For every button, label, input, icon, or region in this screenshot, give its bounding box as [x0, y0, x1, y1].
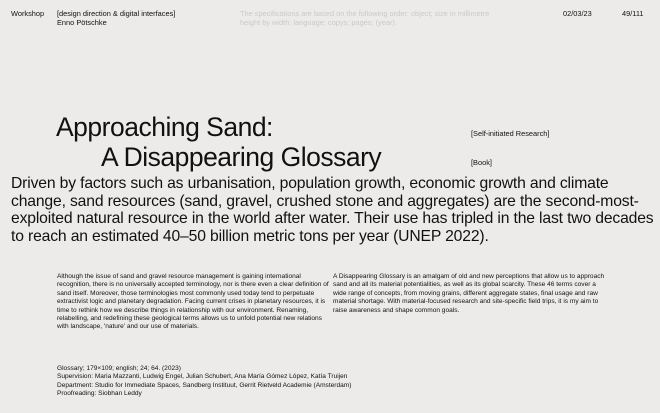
- format-tag: [Book]: [471, 158, 492, 167]
- header-date: 02/03/23: [563, 9, 592, 18]
- header-course-title: [design direction & digital interfaces]: [57, 9, 176, 18]
- colophon-supervision: Supervision: Maria Mazzanti, Ludwig Engel, Julian Schubert, Ana María Gómez López, Katía Truijen: [57, 373, 348, 381]
- body-column-left: Although the issue of sand and gravel resource management is gaining international recognition, there is no universally accepted terminology, nor is there even a clear definition of sand itself. Moreover, those terminologies most commonly used today tend to perpetuate extractivist logic and planetary degradation. Facing current crises in planetary resources, it is time to rethink how we describe things in relationship with our environment. Renaming, relabelling, and redefining these geological terms allows us to unfold potential new relations with landscape, 'nature' and our use of materials.: [57, 273, 329, 331]
- colophon: [57, 365, 457, 399]
- title-line-2: A Disappearing Glossary: [101, 142, 382, 172]
- colophon-proofreading: Proofreading: Siobhan Leddy: [57, 390, 142, 398]
- header-instructor-name: Enno Pötschke: [57, 18, 107, 28]
- header-page-count: 49/111: [622, 9, 644, 18]
- category-tag: [Self-initiated Research]: [471, 129, 550, 138]
- header-course-block: [57, 9, 175, 28]
- colophon-department: Department: Studio for Immediate Spaces, Sandberg Instituut, Gerrit Rietveld Academie (Amsterdam): [57, 381, 352, 389]
- colophon-object-spec: Glossary; 179×109; english; 24; 64. (2023): [57, 365, 181, 372]
- body-column-right: A Disappearing Glossary is an amalgam of old and new perceptions that allow us to approach sand and all its material potentialities, as well as its global scarcity. These 46 terms cover a wide range of concepts, from moving grains, different aggregate states, final usage and raw material shortage. With material-focused research and site-specific field trips, it is my aim to raise awareness and shape common goals.: [333, 273, 605, 314]
- lead-paragraph: Driven by factors such as urbanisation, population growth, economic growth and climate change, sand resources (sand, gravel, crushed stone and aggregates) are the second-most-exploited natural resource in the world after water. Their use has tripled in the last two decades to reach an estimated 40–50 billion metric tons per year (UNEP 2022).: [11, 175, 654, 246]
- header-workshop-label: Workshop: [11, 9, 45, 18]
- title-line-1: Approaching Sand:: [56, 112, 273, 142]
- header-specification-note: The specifications are based on the following order: object; size in millimetre height by width; language; copys; pages; (year).: [240, 9, 490, 28]
